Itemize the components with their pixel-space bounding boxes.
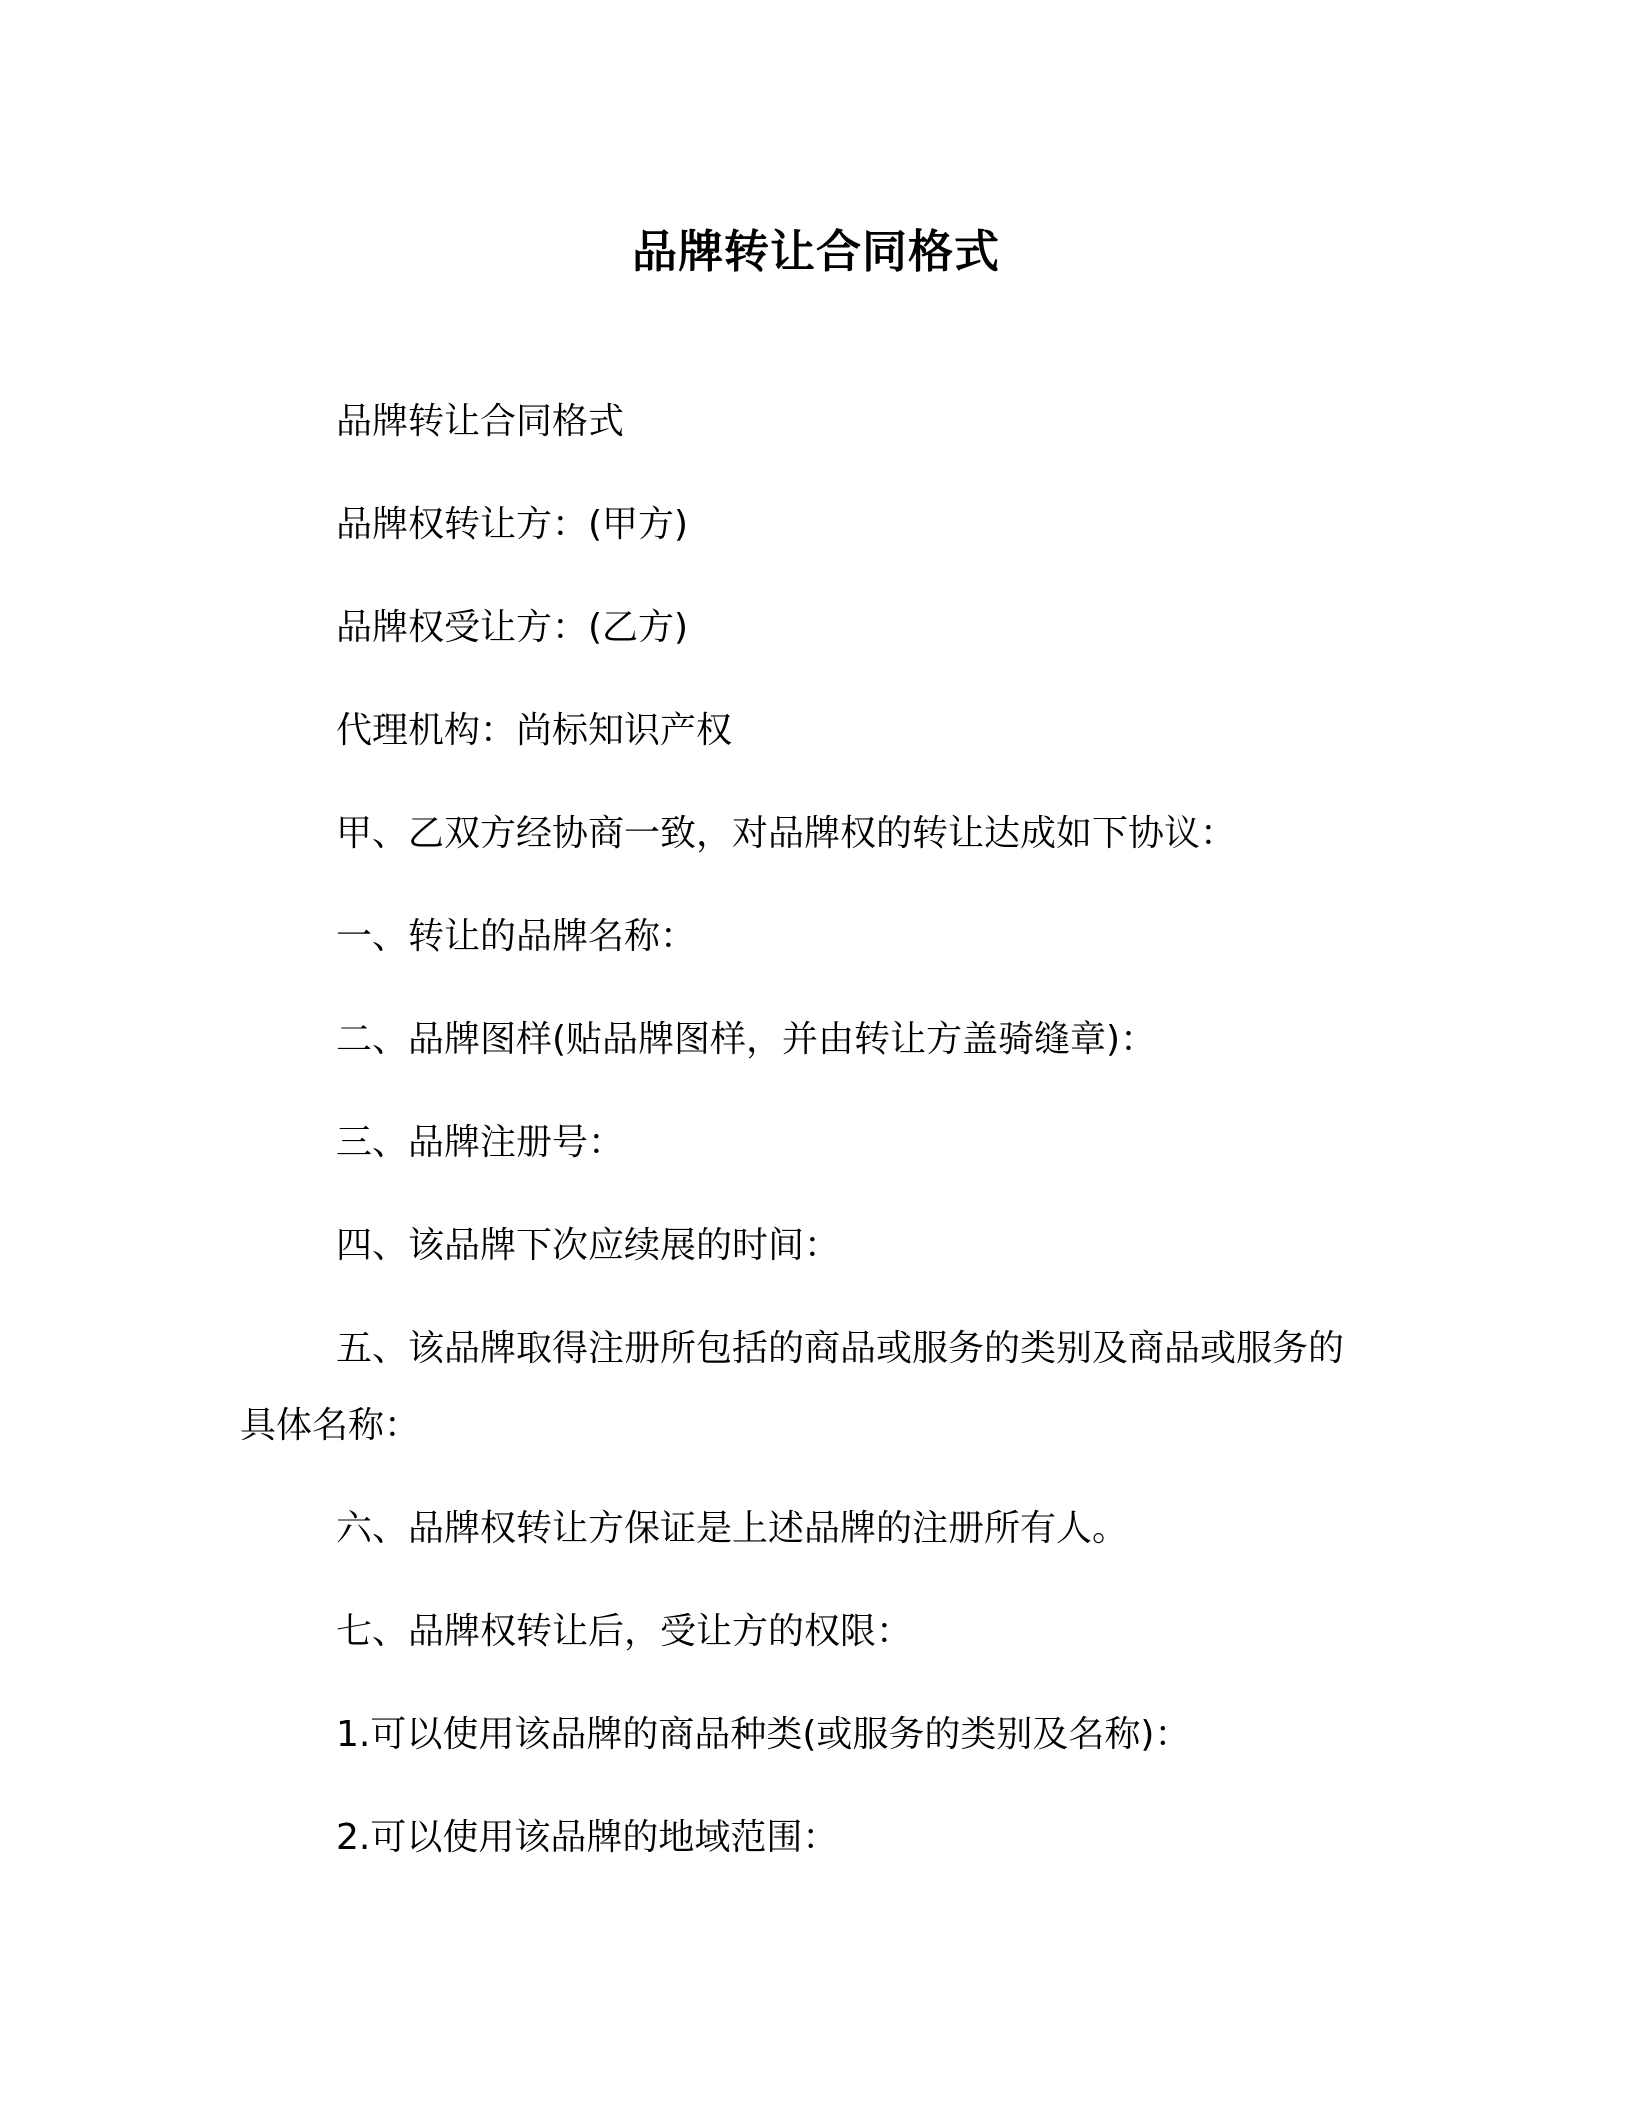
paragraph-transferee: 品牌权受让方：(乙方) [336, 607, 689, 648]
paragraph-item-5-line2: 具体名称： [240, 1405, 421, 1446]
paragraph-subtitle: 品牌转让合同格式 [336, 401, 625, 442]
paragraph-item-2: 二、品牌图样(贴品牌图样，并由转让方盖骑缝章)： [336, 1019, 1157, 1060]
paragraph-item-7: 七、品牌权转让后，受让方的权限： [336, 1611, 913, 1652]
paragraph-item-6: 六、品牌权转让方保证是上述品牌的注册所有人。 [336, 1508, 1129, 1549]
paragraph-transferor: 品牌权转让方：(甲方) [336, 504, 689, 545]
paragraph-item-7-1: 1.可以使用该品牌的商品种类(或服务的类别及名称)： [336, 1714, 1191, 1755]
paragraph-item-1: 一、转让的品牌名称： [336, 916, 697, 957]
paragraph-item-4: 四、该品牌下次应续展的时间： [336, 1225, 841, 1266]
paragraph-item-3: 三、品牌注册号： [336, 1122, 625, 1163]
document-title: 品牌转让合同格式 [631, 225, 1000, 278]
paragraph-agency: 代理机构：尚标知识产权 [336, 710, 733, 751]
paragraph-item-5-line1: 五、该品牌取得注册所包括的商品或服务的类别及商品或服务的 [336, 1328, 1345, 1369]
paragraph-item-7-2: 2.可以使用该品牌的地域范围： [336, 1817, 839, 1858]
paragraph-agreement-intro: 甲、乙双方经协商一致，对品牌权的转让达成如下协议： [336, 813, 1237, 854]
